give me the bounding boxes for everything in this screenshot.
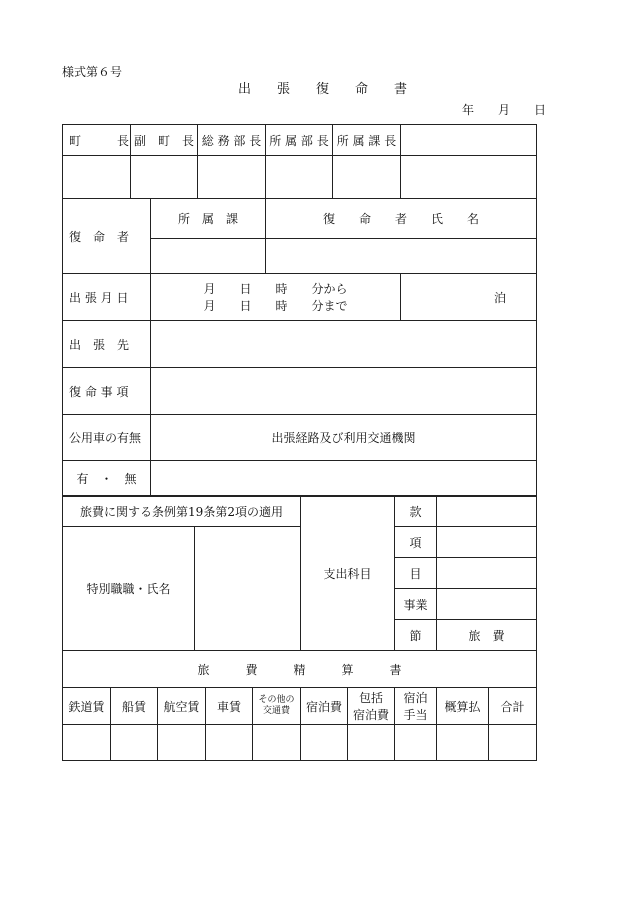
approval-header-mayor: 町 長 bbox=[63, 125, 131, 156]
approval-header-blank bbox=[401, 125, 537, 156]
approval-header-section-head: 所 属 課 長 bbox=[333, 125, 401, 156]
value-air-fare[interactable] bbox=[158, 725, 206, 761]
column-advance-payment: 概算払 bbox=[437, 688, 489, 725]
account-kou-label: 項 bbox=[395, 527, 437, 558]
account-moku-field[interactable] bbox=[437, 558, 537, 589]
account-kan-label: 款 bbox=[395, 496, 437, 527]
special-name-label: 特別職職・氏名 bbox=[63, 527, 195, 651]
trip-date-to: 月 日 時 分まで bbox=[203, 299, 348, 313]
value-advance-payment[interactable] bbox=[437, 725, 489, 761]
account-ryohi-value: 旅 費 bbox=[437, 620, 537, 651]
account-setsu-label: 節 bbox=[395, 620, 437, 651]
value-other-transport[interactable] bbox=[253, 725, 301, 761]
approval-stamp-general-affairs[interactable] bbox=[198, 156, 266, 199]
expense-table bbox=[62, 495, 537, 761]
column-air-fare: 航空賃 bbox=[158, 688, 206, 725]
approval-stamp-deputy-mayor[interactable] bbox=[131, 156, 198, 199]
trip-date-range[interactable] bbox=[151, 274, 401, 321]
column-railway-fare: 鉄道賃 bbox=[63, 688, 111, 725]
approval-header-deputy-mayor: 副 町 長 bbox=[131, 125, 198, 156]
destination-label: 出 張 先 bbox=[63, 321, 151, 368]
column-lodging-allowance: 宿泊 手当 bbox=[395, 688, 437, 725]
approval-stamp-blank[interactable] bbox=[401, 156, 537, 199]
account-label: 支出科目 bbox=[301, 496, 395, 651]
column-lodging: 宿泊費 bbox=[301, 688, 348, 725]
destination-field[interactable] bbox=[151, 321, 537, 368]
account-jigyo-field[interactable] bbox=[437, 589, 537, 620]
trip-date-from: 月 日 時 分から bbox=[203, 282, 348, 296]
reporter-name-field[interactable] bbox=[266, 239, 537, 274]
trip-date-label: 出 張 月 日 bbox=[63, 274, 151, 321]
value-inclusive-lodging[interactable] bbox=[348, 725, 395, 761]
column-other-transport: その他の 交通費 bbox=[253, 688, 301, 725]
document-title: 出 張 復 命 書 bbox=[238, 82, 408, 97]
trip-nights[interactable]: 泊 bbox=[401, 274, 537, 321]
form-number: 様式第６号 bbox=[62, 65, 123, 79]
approval-stamp-section-head[interactable] bbox=[333, 156, 401, 199]
report-items-label: 復 命 事 項 bbox=[63, 368, 151, 415]
special-name-field[interactable] bbox=[195, 527, 301, 651]
route-label: 出張経路及び利用交通機関 bbox=[151, 415, 537, 461]
value-car-fare[interactable] bbox=[206, 725, 253, 761]
report-table bbox=[62, 124, 537, 497]
approval-stamp-mayor[interactable] bbox=[63, 156, 131, 199]
value-railway-fare[interactable] bbox=[63, 725, 111, 761]
rule-label: 旅費に関する条例第19条第2項の適用 bbox=[63, 496, 301, 527]
dept-label: 所 属 課 bbox=[151, 199, 266, 239]
dept-field[interactable] bbox=[151, 239, 266, 274]
vehicle-label: 公用車の有無 bbox=[63, 415, 151, 461]
approval-header-general-affairs: 総 務 部 長 bbox=[198, 125, 266, 156]
column-total: 合計 bbox=[489, 688, 537, 725]
value-boat-fare[interactable] bbox=[111, 725, 158, 761]
vehicle-yes-no[interactable]: 有 ・ 無 bbox=[63, 461, 151, 497]
reporter-name-label: 復 命 者 氏 名 bbox=[266, 199, 537, 239]
value-lodging-allowance[interactable] bbox=[395, 725, 437, 761]
route-field[interactable] bbox=[151, 461, 537, 497]
value-lodging[interactable] bbox=[301, 725, 348, 761]
account-kou-field[interactable] bbox=[437, 527, 537, 558]
account-jigyo-label: 事業 bbox=[395, 589, 437, 620]
column-boat-fare: 船賃 bbox=[111, 688, 158, 725]
account-moku-label: 目 bbox=[395, 558, 437, 589]
settlement-title: 旅 費 精 算 書 bbox=[63, 651, 537, 688]
reporter-label: 復 命 者 bbox=[63, 199, 151, 274]
date-line: 年 月 日 bbox=[462, 103, 547, 117]
approval-stamp-dept-head[interactable] bbox=[266, 156, 333, 199]
approval-header-dept-head: 所 属 部 長 bbox=[266, 125, 333, 156]
column-car-fare: 車賃 bbox=[206, 688, 253, 725]
column-inclusive-lodging: 包括 宿泊費 bbox=[348, 688, 395, 725]
report-items-field[interactable] bbox=[151, 368, 537, 415]
account-kan-field[interactable] bbox=[437, 496, 537, 527]
value-total[interactable] bbox=[489, 725, 537, 761]
